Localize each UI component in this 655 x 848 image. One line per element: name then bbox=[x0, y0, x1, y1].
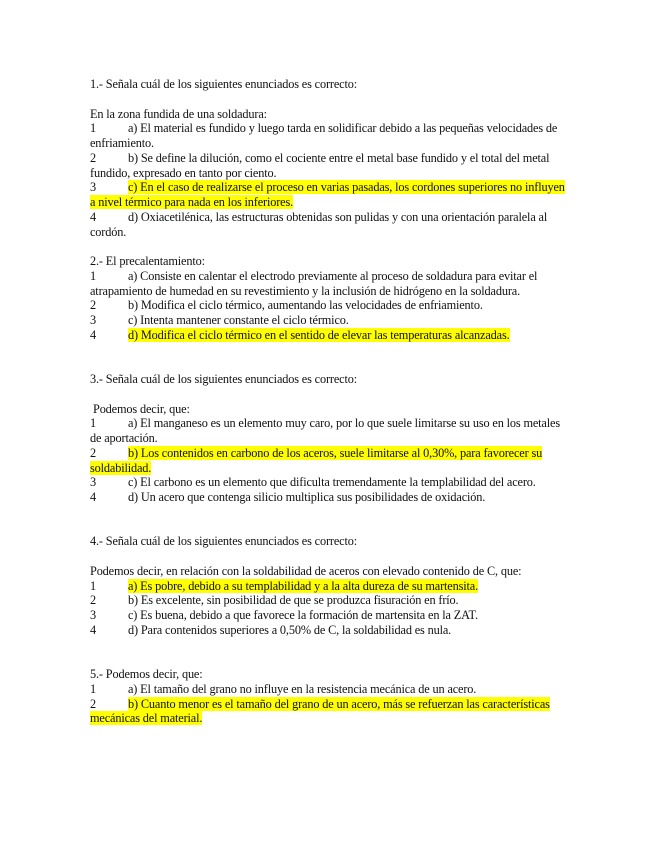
question-4 bbox=[90, 534, 568, 637]
option-item bbox=[90, 416, 568, 446]
option-number: 2 bbox=[90, 593, 96, 608]
option-item bbox=[90, 269, 568, 299]
option-text: a) El manganeso es un elemento muy caro, por lo que suele limitarse su uso en los metales de aportación. bbox=[90, 416, 560, 445]
option-text: c) Es buena, debido a que favorece la formación de martensita en la ZAT. bbox=[128, 608, 478, 622]
option-number: 1 bbox=[90, 268, 96, 283]
option-number: 4 bbox=[90, 490, 96, 504]
option-text: d) Para contenidos superiores a 0,50% de C, la soldabilidad es nula. bbox=[128, 622, 452, 637]
question-title: 4.- Señala cuál de los siguientes enunciados es correcto: bbox=[90, 534, 358, 549]
option-item bbox=[90, 298, 568, 313]
option-number: 2 bbox=[90, 150, 96, 165]
option-text: d) Un acero que contenga silicio multiplica sus posibilidades de oxidación. bbox=[128, 490, 486, 504]
option-item-correct bbox=[90, 328, 568, 343]
option-item bbox=[90, 313, 568, 328]
option-item bbox=[90, 490, 568, 505]
question-title: 3.- Señala cuál de los siguientes enunciados es correcto: bbox=[90, 372, 358, 386]
option-number: 4 bbox=[90, 622, 96, 637]
option-number: 1 bbox=[90, 681, 96, 696]
option-number: 2 bbox=[90, 445, 96, 460]
option-number: 3 bbox=[90, 180, 96, 195]
option-text-highlighted: b) Cuanto menor es el tamaño del grano de un acero, más se refuerzan las características mecánicas del material. bbox=[90, 696, 550, 726]
option-text: b) Se define la dilución, como el cociente entre el metal base fundido y el total del metal fundido, expresado en tanto por ciento. bbox=[90, 150, 550, 180]
question-intro: Podemos decir, en relación con la soldabilidad de aceros con elevado contenido de C, que: bbox=[90, 563, 522, 578]
question-5 bbox=[90, 667, 568, 726]
option-number: 1 bbox=[90, 578, 96, 593]
option-item bbox=[90, 623, 568, 638]
option-text-highlighted: c) En el caso de realizarse el proceso en varias pasadas, los cordones superiores no influyen a nivel térmico para nada en los inferiores. bbox=[90, 180, 565, 209]
option-item-correct bbox=[90, 579, 568, 594]
option-text-highlighted: b) Los contenidos en carbono de los aceros, suele limitarse al 0,30%, para favorecer su soldabilidad. bbox=[90, 445, 543, 475]
option-item-correct bbox=[90, 697, 568, 727]
option-item bbox=[90, 121, 568, 151]
option-item bbox=[90, 608, 568, 623]
option-number: 1 bbox=[90, 121, 96, 136]
option-item bbox=[90, 151, 568, 181]
question-intro: Podemos decir, que: bbox=[93, 401, 190, 416]
option-number: 3 bbox=[90, 608, 96, 622]
document-page bbox=[90, 77, 568, 726]
question-title: 1.- Señala cuál de los siguientes enunciados es correcto: bbox=[90, 77, 358, 91]
question-intro: En la zona fundida de una soldadura: bbox=[90, 106, 267, 121]
option-text: b) Modifica el ciclo térmico, aumentando las velocidades de enfriamiento. bbox=[128, 298, 483, 313]
option-text-highlighted: d) Modifica el ciclo térmico en el sentido de elevar las temperaturas alcanzadas. bbox=[128, 327, 510, 342]
option-text: a) Consiste en calentar el electrodo previamente al proceso de soldadura para evitar el atrapamiento de humedad en su revestimiento y la inclusión de hidrógeno en la soldadura. bbox=[90, 268, 538, 298]
option-item bbox=[90, 682, 568, 697]
option-text: a) El material es fundido y luego tarda en solidificar debido a las pequeñas velocidades de enfriamiento. bbox=[90, 121, 558, 150]
option-item-correct bbox=[90, 180, 568, 210]
option-item-correct bbox=[90, 446, 568, 476]
question-title: 5.- Podemos decir, que: bbox=[90, 667, 203, 681]
option-text: a) El tamaño del grano no influye en la resistencia mecánica de un acero. bbox=[128, 681, 477, 696]
option-text: b) Es excelente, sin posibilidad de que se produzca fisuración en frío. bbox=[128, 593, 459, 608]
option-number: 3 bbox=[90, 475, 96, 490]
option-item bbox=[90, 593, 568, 608]
question-1 bbox=[90, 77, 568, 239]
option-text-highlighted: a) Es pobre, debido a su templabilidad y a la alta dureza de su martensita. bbox=[128, 578, 479, 593]
option-number: 2 bbox=[90, 696, 96, 711]
option-number: 3 bbox=[90, 313, 96, 327]
option-text: d) Oxiacetilénica, las estructuras obtenidas son pulidas y con una orientación paralela al cordón. bbox=[90, 209, 548, 239]
option-item bbox=[90, 475, 568, 490]
question-title: 2.- El precalentamiento: bbox=[90, 254, 205, 268]
option-item bbox=[90, 210, 568, 240]
option-text: c) Intenta mantener constante el ciclo térmico. bbox=[128, 313, 349, 327]
option-number: 4 bbox=[90, 327, 96, 342]
question-3 bbox=[90, 372, 568, 505]
option-number: 1 bbox=[90, 416, 96, 431]
option-number: 4 bbox=[90, 209, 96, 224]
option-number: 2 bbox=[90, 298, 96, 313]
question-2 bbox=[90, 254, 568, 343]
option-text: c) El carbono es un elemento que dificulta tremendamente la templabilidad del acero. bbox=[128, 475, 536, 490]
